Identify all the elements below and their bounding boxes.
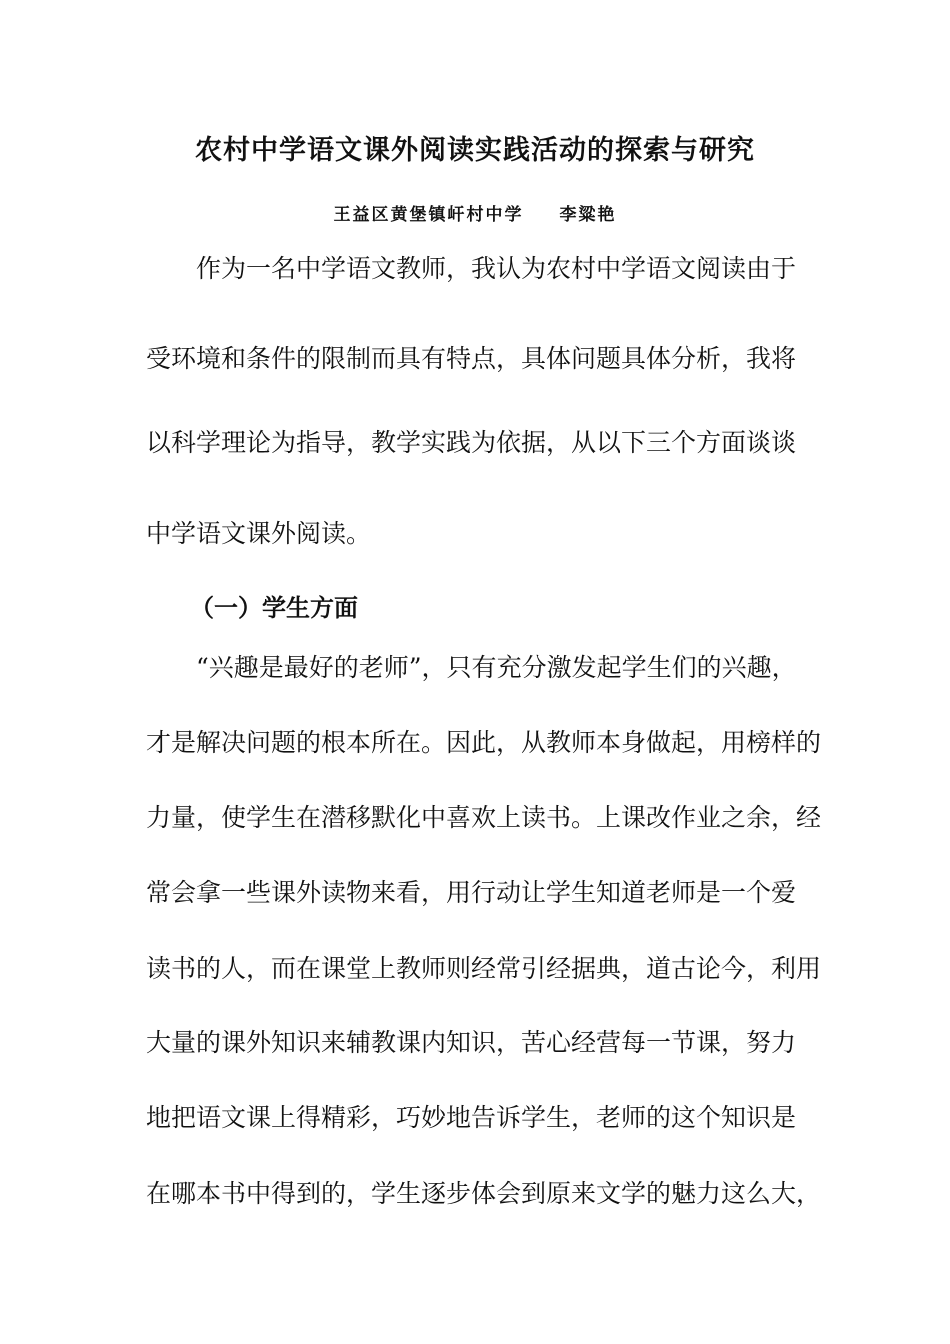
body-line: 地把语文课上得精彩，巧妙地告诉学生，老师的这个知识是 <box>146 1103 797 1132</box>
body-line: 才是解决问题的根本所在。因此，从教师本身做起，用榜样的 <box>146 728 822 757</box>
intro-line: 受环境和条件的限制而具有特点，具体问题具体分析，我将 <box>146 344 797 373</box>
body-line: 大量的课外知识来辅教课内知识，苦心经营每一节课，努力 <box>146 1028 797 1057</box>
author-name: 李粱艳 <box>559 205 617 225</box>
document-title: 农村中学语文课外阅读实践活动的探索与研究 <box>195 135 755 166</box>
body-line: 力量，使学生在潜移默化中喜欢上读书。上课改作业之余，经 <box>146 803 822 832</box>
intro-line: 作为一名中学语文教师，我认为农村中学语文阅读由于 <box>196 254 797 283</box>
author-byline <box>0 200 950 225</box>
section-heading: （一）学生方面 <box>190 594 358 622</box>
body-line: “兴趣是最好的老师”，只有充分激发起学生们的兴趣， <box>196 653 797 682</box>
author-affiliation: 王益区黄堡镇屽村中学 <box>333 205 524 225</box>
intro-line: 以科学理论为指导，教学实践为依据，从以下三个方面谈谈 <box>146 428 797 457</box>
body-line: 读书的人，而在课堂上教师则经常引经据典，道古论今，利用 <box>146 954 822 983</box>
intro-line: 中学语文课外阅读。 <box>146 519 372 548</box>
body-line: 在哪本书中得到的，学生逐步体会到原来文学的魅力这么大， <box>146 1179 822 1208</box>
body-line: 常会拿一些课外读物来看，用行动让学生知道老师是一个爱 <box>146 878 797 907</box>
